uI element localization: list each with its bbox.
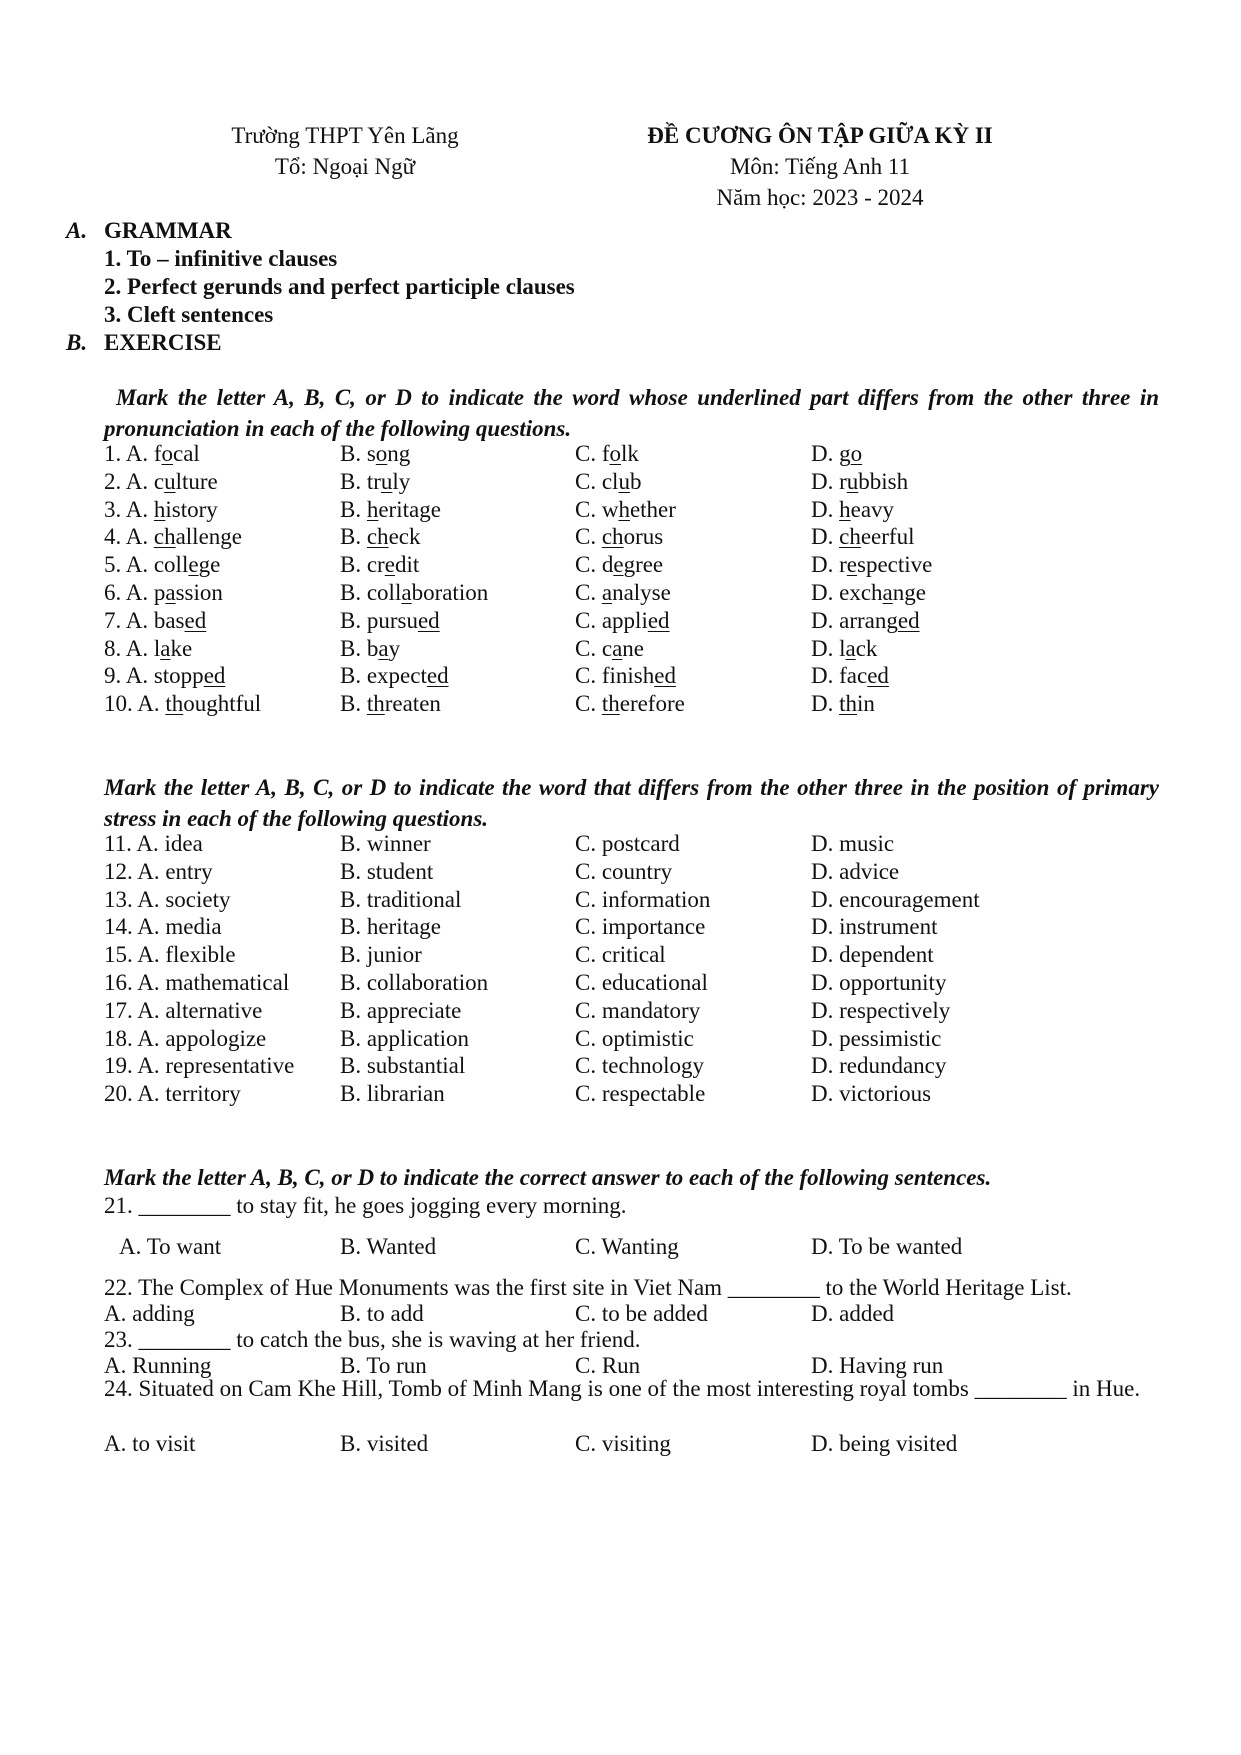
option-a: A. adding <box>104 1301 195 1326</box>
option-a <box>104 688 261 719</box>
option-c: C. Run <box>575 1353 641 1378</box>
underlined-part: a <box>845 635 856 661</box>
option-c: C. importance <box>575 914 706 940</box>
question-21-options <box>104 1231 1164 1262</box>
grammar-item-3: 3. Cleft sentences <box>104 302 274 327</box>
option-text: nge <box>892 580 926 605</box>
underlined-part: a <box>165 580 176 605</box>
option-d: D. Having run <box>811 1353 944 1378</box>
stress-question-15 <box>104 939 1164 970</box>
stress-question-19 <box>104 1050 1164 1081</box>
grammar-item-2: 2. Perfect gerunds and perfect participle clauses <box>104 274 575 299</box>
option-text: oughtful <box>183 691 262 717</box>
underlined-part: th <box>839 691 858 717</box>
option-text: cal <box>173 441 200 466</box>
option-a: 13. A. society <box>104 886 231 912</box>
option-b: B. junior <box>340 942 422 968</box>
option-text: dit <box>394 552 420 578</box>
option-text: A. c <box>125 468 165 494</box>
option-text: eavy <box>850 496 895 522</box>
option-c <box>575 577 671 608</box>
option-c <box>575 660 676 691</box>
underlined-part: u <box>380 468 393 494</box>
question-number: 1. <box>104 441 126 466</box>
document-title: ĐỀ CƯƠNG ÔN TẬP GIỮA KỲ II <box>647 123 993 148</box>
underlined-part: e <box>846 552 857 578</box>
underlined-part: a <box>882 580 893 605</box>
underlined-part: th <box>366 691 385 717</box>
option-text: A. <box>125 496 154 522</box>
option-c <box>575 605 670 636</box>
option-text: D. arrang <box>811 607 898 633</box>
option-d: D. respectively <box>811 997 951 1023</box>
option-text: B. s <box>340 441 376 466</box>
option-text: D. fac <box>811 663 868 689</box>
option-d: D. advice <box>811 858 900 884</box>
header-right <box>555 120 1085 213</box>
pronunciation-question-4 <box>104 521 1164 552</box>
option-text: A. l <box>125 635 161 661</box>
option-b: B. heritage <box>340 914 441 940</box>
question-22-stem: 22. The Complex of Hue Monuments was the first site in Viet Nam ________ to the World Heritage List. <box>104 1275 1072 1300</box>
option-b: B. Wanted <box>340 1234 437 1259</box>
option-text: B. <box>340 691 367 717</box>
option-c: C. to be added <box>575 1301 708 1326</box>
option-c: C. critical <box>575 942 666 968</box>
underlined-part: ed <box>426 663 449 689</box>
option-text: C. finish <box>575 663 655 689</box>
option-text: eritage <box>378 496 441 522</box>
option-text: A. bas <box>125 607 185 633</box>
pronunciation-question-1 <box>104 438 1164 469</box>
option-d <box>811 660 889 691</box>
option-a: 20. A. territory <box>104 1081 241 1107</box>
option-text: ssion <box>175 580 223 605</box>
option-d <box>811 549 932 580</box>
option-text: istory <box>165 496 218 522</box>
option-text: B. <box>340 524 367 550</box>
department-name: Tổ: Ngoại Ngữ <box>274 154 416 179</box>
option-b <box>340 688 441 719</box>
underlined-part: h <box>839 496 851 522</box>
subject-line: Môn: Tiếng Anh 11 <box>729 154 910 179</box>
underlined-part: th <box>601 691 620 717</box>
underlined-part: h <box>153 496 166 522</box>
question-23-stem: 23. ________ to catch the bus, she is waving at her friend. <box>104 1327 641 1352</box>
option-a <box>104 605 206 636</box>
option-text: D. r <box>811 552 847 578</box>
option-text: C. c <box>575 635 613 661</box>
option-b: B. to add <box>340 1301 424 1326</box>
option-a: 16. A. mathematical <box>104 970 290 995</box>
question-24-options <box>104 1428 1164 1459</box>
option-text: ether <box>629 496 676 522</box>
pronunciation-instruction: Mark the letter A, B, C, or D to indicate the word whose underlined part differs from the other three in pronunciation in each of the following questions. <box>104 385 1159 441</box>
underlined-part: o <box>161 441 174 466</box>
option-a <box>104 438 200 469</box>
option-a: 18. A. appologize <box>104 1025 267 1051</box>
option-d: D. victorious <box>811 1081 932 1107</box>
option-d: D. being visited <box>811 1431 958 1456</box>
underlined-part: ed <box>184 607 207 633</box>
option-d: D. To be wanted <box>811 1234 963 1259</box>
grammar-item-1: 1. To – infinitive clauses <box>104 246 338 271</box>
option-b: B. application <box>340 1025 470 1051</box>
question-number: 10. <box>104 691 138 717</box>
option-d: D. added <box>811 1301 895 1326</box>
option-c: C. Wanting <box>575 1234 679 1259</box>
option-d: D. opportunity <box>811 970 947 995</box>
option-text: bbish <box>858 468 909 494</box>
option-d <box>811 605 920 636</box>
pronunciation-question-2 <box>104 466 1164 497</box>
question-24-stem: 24. Situated on Cam Khe Hill, Tomb of Minh Mang is one of the most interesting royal tombs ________ in Hue. <box>104 1376 1141 1401</box>
option-a: 19. A. representative <box>104 1053 295 1079</box>
option-text: B. <box>340 496 367 522</box>
stress-question-16 <box>104 967 1164 998</box>
underlined-part: ch <box>153 524 176 550</box>
option-text: C. appli <box>575 607 648 633</box>
option-d <box>811 438 862 469</box>
underlined-part: a <box>378 635 389 661</box>
option-d: D. pessimistic <box>811 1025 942 1051</box>
question-number: 3. <box>104 496 126 522</box>
option-text: C. d <box>575 552 614 578</box>
question-number: 9. <box>104 663 126 689</box>
option-text: C. <box>575 580 602 605</box>
option-text: erefore <box>619 691 685 717</box>
option-text: B. pursu <box>340 607 418 633</box>
option-a <box>104 549 220 580</box>
question-number: 2. <box>104 468 126 494</box>
section-b-letter: B. <box>66 330 88 355</box>
option-text: D. <box>811 496 840 522</box>
section-a-heading <box>66 215 232 246</box>
pronunciation-question-10 <box>104 688 1164 719</box>
option-b <box>340 660 449 691</box>
underlined-part: h <box>618 496 630 522</box>
option-b: B. visited <box>340 1431 429 1456</box>
option-text: allenge <box>175 524 242 550</box>
option-b: B. substantial <box>340 1053 466 1079</box>
option-d <box>811 521 914 552</box>
underlined-part: ed <box>203 663 226 689</box>
stress-question-18 <box>104 1023 1164 1054</box>
option-text: D. <box>811 691 840 717</box>
option-d: D. encouragement <box>811 886 980 912</box>
underlined-part: e <box>613 552 624 578</box>
underlined-part: u <box>164 468 176 494</box>
underlined-part: o <box>609 441 621 466</box>
option-text: eck <box>388 524 421 550</box>
option-text: ck <box>855 635 878 661</box>
pronunciation-question-3 <box>104 494 1164 525</box>
option-b <box>340 633 400 664</box>
option-a: 12. A. entry <box>104 858 213 884</box>
option-text: orus <box>623 524 664 550</box>
option-a: 11. A. idea <box>104 831 203 856</box>
option-a <box>104 521 242 552</box>
option-text: A. f <box>125 441 162 466</box>
option-text: D. l <box>811 635 846 661</box>
stress-question-20 <box>104 1078 1164 1109</box>
option-a <box>104 466 218 497</box>
header-left <box>150 120 540 182</box>
option-text: A. p <box>125 580 166 605</box>
option-c: C. information <box>575 886 711 912</box>
option-text: C. cl <box>575 468 619 494</box>
underlined-part: e <box>188 552 199 578</box>
question-21-stem: 21. ________ to stay fit, he goes jogging every morning. <box>104 1193 627 1218</box>
option-text: B. tr <box>340 468 381 494</box>
underlined-part: o <box>375 441 388 466</box>
underlined-part: u <box>618 468 630 494</box>
option-text: gree <box>623 552 664 578</box>
option-c <box>575 494 676 525</box>
school-year: Năm học: 2023 - 2024 <box>716 185 924 210</box>
option-text: ly <box>392 468 411 494</box>
option-d: D. redundancy <box>811 1053 947 1079</box>
question-number: 7. <box>104 607 126 633</box>
underlined-part: a <box>601 580 613 605</box>
underlined-part: ch <box>601 524 624 550</box>
option-d <box>811 633 877 664</box>
option-b <box>340 438 410 469</box>
option-a <box>104 577 223 608</box>
stress-question-12 <box>104 856 1164 887</box>
option-text: B. expect <box>340 663 427 689</box>
option-text: A. <box>137 691 166 717</box>
stress-instruction: Mark the letter A, B, C, or D to indicate the word that differs from the other three in the position of primary stress in each of the following questions. <box>104 775 1159 831</box>
option-b: B. collaboration <box>340 970 489 995</box>
section-a-letter: A. <box>66 218 88 243</box>
option-text: B. cr <box>340 552 385 578</box>
underlined-part: ed <box>654 663 676 689</box>
option-text: lture <box>175 468 218 494</box>
option-a <box>104 660 225 691</box>
school-name: Trường THPT Yên Lãng <box>231 123 459 148</box>
option-c <box>575 438 639 469</box>
option-a: A. To want <box>119 1234 222 1259</box>
option-b: B. traditional <box>340 886 462 912</box>
option-b <box>340 494 441 525</box>
question-number: 5. <box>104 552 126 578</box>
option-b: B. appreciate <box>340 997 462 1023</box>
question-number: 4. <box>104 524 126 550</box>
option-a: A. Running <box>104 1353 212 1378</box>
section-b-heading <box>66 327 222 358</box>
option-a: 17. A. alternative <box>104 997 263 1023</box>
option-c <box>575 633 644 664</box>
option-text: A. <box>125 524 154 550</box>
question-number: 8. <box>104 635 126 661</box>
option-text: ke <box>170 635 193 661</box>
option-text: A. coll <box>125 552 189 578</box>
option-b: B. librarian <box>340 1081 445 1107</box>
sentences-instruction: Mark the letter A, B, C, or D to indicate the correct answer to each of the following sentences. <box>104 1165 992 1190</box>
underlined-part: ed <box>867 663 889 689</box>
option-b <box>340 466 410 497</box>
underlined-part: ed <box>417 607 440 633</box>
option-b <box>340 605 440 636</box>
pronunciation-question-5 <box>104 549 1164 580</box>
underlined-part: a <box>160 635 171 661</box>
option-text: b <box>629 468 642 494</box>
option-c: C. visiting <box>575 1431 671 1456</box>
option-c: C. mandatory <box>575 997 701 1023</box>
option-text: D. <box>811 524 840 550</box>
pronunciation-question-6 <box>104 577 1164 608</box>
option-b: B. To run <box>340 1353 427 1378</box>
option-text: boration <box>411 580 489 605</box>
option-b: B. winner <box>340 831 431 856</box>
option-d <box>811 494 894 525</box>
underlined-part: e <box>384 552 395 578</box>
stress-question-13 <box>104 884 1164 915</box>
question-number: 6. <box>104 580 126 605</box>
option-a: A. to visit <box>104 1431 196 1456</box>
option-text: D. g <box>811 441 851 466</box>
option-c <box>575 521 663 552</box>
option-b: B. student <box>340 858 434 884</box>
underlined-part: a <box>401 580 412 605</box>
option-text: C. w <box>575 496 619 522</box>
option-text: C. f <box>575 441 610 466</box>
option-text: C. <box>575 691 602 717</box>
option-text: A. stopp <box>125 663 204 689</box>
section-a-title: GRAMMAR <box>104 218 232 243</box>
pronunciation-question-9 <box>104 660 1164 691</box>
option-text: D. exch <box>811 580 883 605</box>
option-c: C. country <box>575 858 673 884</box>
option-c <box>575 688 685 719</box>
option-text: spective <box>857 552 933 578</box>
section-b-title: EXERCISE <box>104 330 222 355</box>
option-text: ne <box>622 635 644 661</box>
stress-question-11 <box>104 828 1164 859</box>
option-d: D. instrument <box>811 914 938 940</box>
option-d <box>811 577 926 608</box>
option-d <box>811 466 908 497</box>
pronunciation-question-8 <box>104 633 1164 664</box>
option-text: ge <box>198 552 221 578</box>
option-text: B. coll <box>340 580 402 605</box>
pronunciation-question-7 <box>104 605 1164 636</box>
option-text: y <box>388 635 401 661</box>
option-text: B. b <box>340 635 379 661</box>
underlined-part: ch <box>839 524 861 550</box>
option-c: C. educational <box>575 970 708 995</box>
option-b <box>340 521 420 552</box>
option-b <box>340 549 419 580</box>
option-c: C. postcard <box>575 831 680 856</box>
option-a: 14. A. media <box>104 914 222 940</box>
option-a: 15. A. flexible <box>104 942 236 968</box>
underlined-part: th <box>165 691 184 717</box>
option-text: lk <box>621 441 639 466</box>
option-text: eerful <box>860 524 915 550</box>
option-c <box>575 549 663 580</box>
underlined-part: o <box>850 441 863 466</box>
option-text: ng <box>387 441 411 466</box>
underlined-part: ch <box>366 524 389 550</box>
option-text: nalyse <box>612 580 671 605</box>
underlined-part: ed <box>647 607 670 633</box>
option-a <box>104 633 192 664</box>
option-d: D. dependent <box>811 942 934 968</box>
option-c: C. respectable <box>575 1081 706 1107</box>
option-c: C. technology <box>575 1053 705 1079</box>
underlined-part: h <box>366 496 379 522</box>
option-text: reaten <box>384 691 441 717</box>
option-d <box>811 688 875 719</box>
option-text: in <box>857 691 875 717</box>
stress-question-17 <box>104 995 1164 1026</box>
option-d: D. music <box>811 831 895 856</box>
underlined-part: u <box>846 468 859 494</box>
option-b <box>340 577 488 608</box>
option-a <box>104 494 218 525</box>
option-text: C. <box>575 524 602 550</box>
underlined-part: ed <box>897 607 920 633</box>
underlined-part: a <box>612 635 623 661</box>
option-c: C. optimistic <box>575 1025 694 1051</box>
option-text: D. r <box>811 468 847 494</box>
stress-question-14 <box>104 911 1164 942</box>
option-c <box>575 466 641 497</box>
